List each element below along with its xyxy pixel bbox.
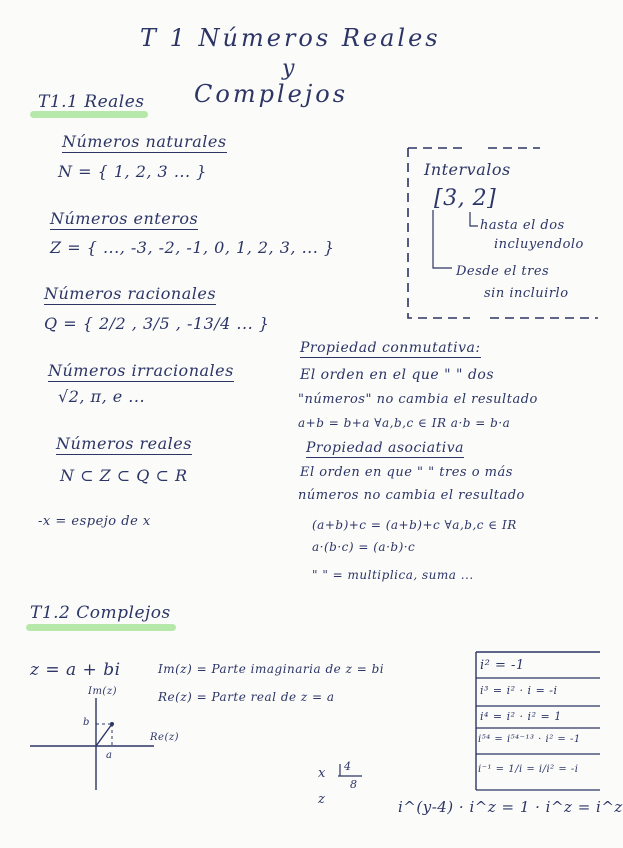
naturales-set: N = { 1, 2, 3 ... } [58,162,207,181]
complex-formula: z = a + bi [30,660,121,680]
axis-label-im: Im(z) [88,686,118,697]
conmutativa-line-3: a+b = b+a ∀a,b,c ∈ IR a·b = b·a [298,416,511,430]
asociativa-line-4: a·(b·c) = (a·b)·c [312,540,416,554]
espejo-note: -x = espejo de x [38,514,151,529]
conmutativa-title: Propiedad conmutativa: [300,340,481,356]
intervalos-example: [3, 2] [434,186,497,211]
division-x: x [318,766,326,781]
conmutativa-line-1: El orden en el que " " dos [300,367,495,383]
asociativa-line-5: " " = multiplica, suma ... [312,568,474,582]
axis-label-re: Re(z) [150,732,180,743]
imaginary-part-definition: Im(z) = Parte imaginaria de z = bi [158,662,385,676]
racionales-set: Q = { 2/2 , 3/5 , -13/4 ... } [44,314,270,333]
interval-note-1a: hasta el dos [480,218,565,233]
division-numerator: 4 [344,760,352,773]
power-i3: i³ = i² · i = -i [480,684,558,697]
interval-note-1b: incluyendolo [494,237,584,252]
power-i4: i⁴ = i² · i² = 1 [480,710,562,723]
naturales-title: Números naturales [62,132,227,151]
title-conjunction: y [282,56,295,81]
point-label-a: a [106,750,113,761]
power-i2: i² = -1 [480,658,525,673]
interval-note-2b: sin incluirlo [484,286,569,301]
division-z: z [318,792,326,807]
irracionales-set: √2, π, e ... [58,387,146,406]
interval-note-2a: Desde el tres [456,264,550,279]
enteros-title: Números enteros [50,209,199,228]
reales-chain: N ⊂ Z ⊂ Q ⊂ R [60,466,188,485]
section-heading-reales: T1.1 Reales [38,92,145,112]
page-subtitle: Complejos [194,80,349,108]
reales-title: Números reales [56,434,192,453]
power-i-neg1: i⁻¹ = 1/i = i/i² = -i [478,764,579,775]
irracionales-title: Números irracionales [48,361,234,380]
asociativa-line-1: El orden en que " " tres o más [300,465,513,480]
division-denominator: 8 [350,778,358,791]
point-label-b: b [83,717,90,728]
enteros-set: Z = { ..., -3, -2, -1, 0, 1, 2, 3, ... } [50,238,335,257]
conmutativa-line-2: "números" no cambia el resultado [298,392,538,407]
asociativa-line-3: (a+b)+c = (a+b)+c ∀a,b,c ∈ IR [312,518,517,532]
asociativa-title: Propiedad asociativa [306,440,464,456]
racionales-title: Números racionales [44,284,217,303]
intervalos-title: Intervalos [424,160,511,179]
asociativa-line-2: números no cambia el resultado [298,488,525,503]
section-heading-complejos: T1.2 Complejos [30,603,171,623]
page-title: T 1 Números Reales [140,24,441,52]
real-part-definition: Re(z) = Parte real de z = a [158,690,335,704]
power-i54: i⁵⁴ = i⁵⁴⁻¹³ · i² = -1 [478,734,581,745]
final-equation: i^(y-4) · i^z = 1 · i^z = i^z [398,798,623,816]
